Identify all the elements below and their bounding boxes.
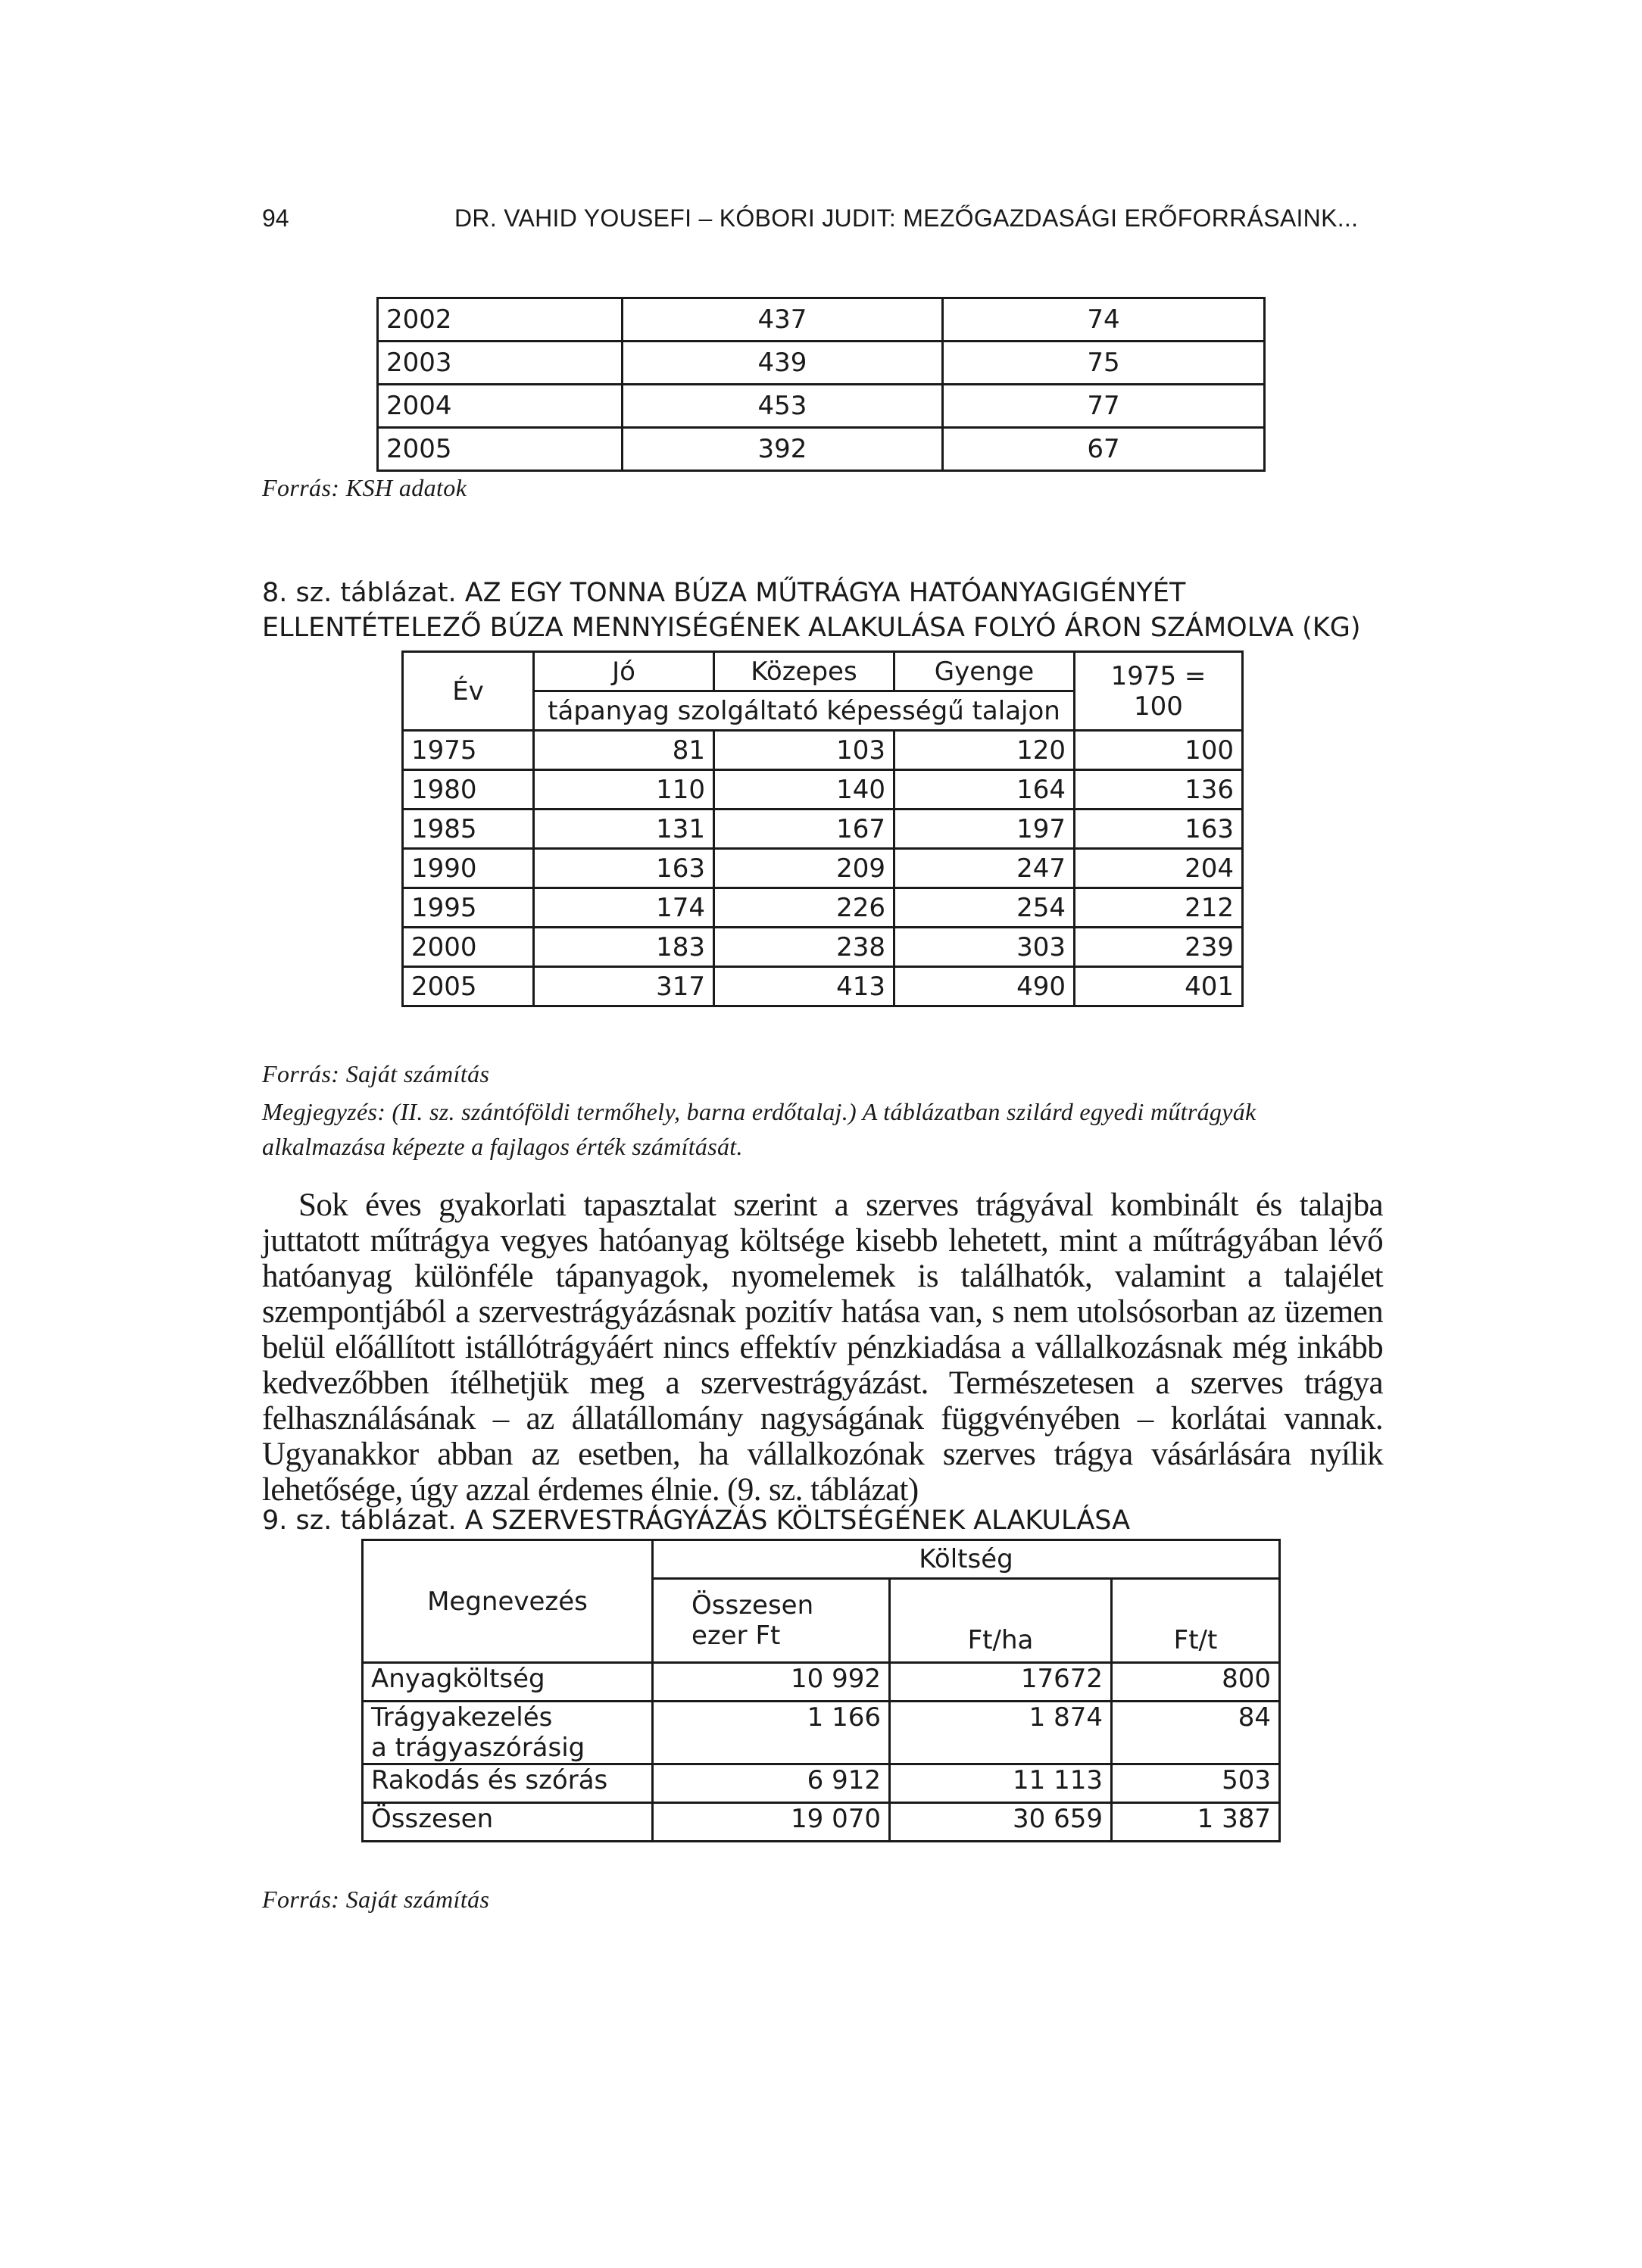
index-cell: 136 (1075, 770, 1243, 810)
value-cell: 174 (534, 888, 714, 928)
value-cell: 197 (894, 810, 1075, 849)
year-cell: 1990 (403, 849, 534, 888)
row-label-text: Trágyakezelés (371, 1702, 553, 1733)
index-cell: 77 (943, 385, 1265, 428)
header-medium: Közepes (714, 652, 894, 691)
total-cell: 10 992 (653, 1663, 890, 1702)
index-cell: 100 (1075, 731, 1243, 770)
value-cell: 103 (714, 731, 894, 770)
table-row (378, 385, 1265, 428)
year-cell: 2002 (378, 298, 623, 342)
table-note: Megjegyzés: (II. sz. szántóföldi termőhely, barna erdőtalaj.) A táblázatban szilárd egyedi műtrágyák alkalmazása képezte a fajlagos érték számítását. (262, 1098, 1256, 1160)
header-cost: Költség (653, 1540, 1280, 1579)
header-good: Jó (534, 652, 714, 691)
table-row (378, 298, 1265, 342)
header-total-line2: ezer Ft (691, 1621, 781, 1651)
table-source: Forrás: Saját számítás (262, 1060, 490, 1087)
value-cell: 439 (623, 342, 943, 385)
per-t-cell: 1 387 (1112, 1803, 1280, 1842)
table-9 (361, 1539, 1281, 1842)
row-label (363, 1663, 653, 1702)
value-cell: 413 (714, 967, 894, 1006)
per-ha-cell: 1 874 (890, 1702, 1112, 1764)
page-number: 94 (262, 204, 289, 232)
header-name: Megnevezés (363, 1540, 653, 1663)
running-title: DR. VAHID YOUSEFI – KÓBORI JUDIT: MEZŐGAZDASÁGI ERŐFORRÁSAINK... (454, 204, 1359, 232)
header-weak: Gyenge (894, 652, 1075, 691)
table-row (363, 1702, 1280, 1764)
table-row (363, 1663, 1280, 1702)
year-cell: 2005 (378, 428, 623, 471)
value-cell: 209 (714, 849, 894, 888)
total-cell: 19 070 (653, 1803, 890, 1842)
value-cell: 392 (623, 428, 943, 471)
index-cell: 163 (1075, 810, 1243, 849)
value-cell: 303 (894, 928, 1075, 967)
value-cell: 490 (894, 967, 1075, 1006)
table-row (403, 810, 1243, 849)
row-label (363, 1764, 653, 1803)
value-cell: 167 (714, 810, 894, 849)
row-label-text-line2: a trágyaszórásig (371, 1733, 585, 1763)
index-cell: 204 (1075, 849, 1243, 888)
row-label-text: Összesen (371, 1804, 494, 1834)
table-row (403, 770, 1243, 810)
year-cell: 2000 (403, 928, 534, 967)
header-total-thousand-ft (653, 1579, 890, 1663)
index-cell: 75 (943, 342, 1265, 385)
value-cell: 254 (894, 888, 1075, 928)
row-label-text: Anyagköltség (371, 1664, 545, 1694)
index-cell: 67 (943, 428, 1265, 471)
index-cell: 74 (943, 298, 1265, 342)
per-t-cell: 800 (1112, 1663, 1280, 1702)
table-row (403, 731, 1243, 770)
per-t-cell: 503 (1112, 1764, 1280, 1803)
year-cell: 2005 (403, 967, 534, 1006)
header-soil-capacity: tápanyag szolgáltató képességű talajon (534, 691, 1075, 731)
table-row (403, 967, 1243, 1006)
header-ft-per-ha: Ft/ha (890, 1579, 1112, 1663)
value-cell: 183 (534, 928, 714, 967)
value-cell: 317 (534, 967, 714, 1006)
value-cell: 110 (534, 770, 714, 810)
value-cell: 140 (714, 770, 894, 810)
header-total-line1: Összesen (691, 1590, 814, 1621)
table-continued (376, 297, 1266, 472)
year-cell: 1985 (403, 810, 534, 849)
table-row (403, 928, 1243, 967)
total-cell: 1 166 (653, 1702, 890, 1764)
value-cell: 163 (534, 849, 714, 888)
per-ha-cell: 30 659 (890, 1803, 1112, 1842)
table-header-row (403, 652, 1243, 691)
per-ha-cell: 11 113 (890, 1764, 1112, 1803)
value-cell: 164 (894, 770, 1075, 810)
value-cell: 226 (714, 888, 894, 928)
value-cell: 238 (714, 928, 894, 967)
value-cell: 247 (894, 849, 1075, 888)
table-source: Forrás: KSH adatok (262, 474, 467, 501)
value-cell: 81 (534, 731, 714, 770)
table-row (363, 1764, 1280, 1803)
index-cell: 401 (1075, 967, 1243, 1006)
table-source: Forrás: Saját számítás (262, 1886, 490, 1913)
row-label-text: Rakodás és szórás (371, 1765, 608, 1795)
table-caption: 9. sz. táblázat. A SZERVESTRÁGYÁZÁS KÖLTSÉGÉNEK ALAKULÁSA (262, 1505, 1131, 1536)
year-cell: 1995 (403, 888, 534, 928)
header-ft-per-t: Ft/t (1112, 1579, 1280, 1663)
value-cell: 131 (534, 810, 714, 849)
table-row (378, 428, 1265, 471)
index-cell: 212 (1075, 888, 1243, 928)
table-8 (401, 650, 1244, 1007)
row-label (363, 1702, 653, 1764)
header-year: Év (403, 652, 534, 731)
year-cell: 2004 (378, 385, 623, 428)
value-cell: 453 (623, 385, 943, 428)
year-cell: 1975 (403, 731, 534, 770)
table-row (403, 849, 1243, 888)
value-cell: 437 (623, 298, 943, 342)
table-header-row (363, 1540, 1280, 1579)
table-caption: 8. sz. táblázat. AZ EGY TONNA BÚZA MŰTRÁGYA HATÓANYAGIGÉNYÉT ELLENTÉTELEZŐ BÚZA MENNYISÉGÉNEK ALAKULÁSA FOLYÓ ÁRON SZÁMOLVA (KG) (262, 578, 1361, 643)
per-t-cell: 84 (1112, 1702, 1280, 1764)
table-row (363, 1803, 1280, 1842)
per-ha-cell: 17672 (890, 1663, 1112, 1702)
total-cell: 6 912 (653, 1764, 890, 1803)
year-cell: 1980 (403, 770, 534, 810)
table-row (403, 888, 1243, 928)
year-cell: 2003 (378, 342, 623, 385)
value-cell: 120 (894, 731, 1075, 770)
body-paragraph: Sok éves gyakorlati tapasztalat szerint a szerves trágyával kombinált és talajba juttatott műtrágya vegyes hatóanyag költsége kisebb lehetett, mint a műtrágyában lévő hatóanyag különféle tápanyagok, nyomelemek is találhatók, valamint a talajélet szempontjából a szervestrágyázásnak pozitív hatása van, s nem utolsósorban az üzemen belül előállított istállótrágyáért nincs effektív pénzkiadása a vállalkozásnak még inkább kedvezőbben ítélhetjük meg a szervestrágyázást. Természetesen a szerves trágya felhasználásának – az állatállomány nagyságának függvényében – korlátai vannak. Ugyanakkor abban az esetben, ha vállalkozónak szerves trágya vásárlására nyílik lehetősége, úgy azzal érdemes élnie. (9. sz. táblázat) (262, 1187, 1383, 1508)
header-index: 1975 = 100 (1075, 652, 1243, 731)
row-label (363, 1803, 653, 1842)
table-row (378, 342, 1265, 385)
index-cell: 239 (1075, 928, 1243, 967)
